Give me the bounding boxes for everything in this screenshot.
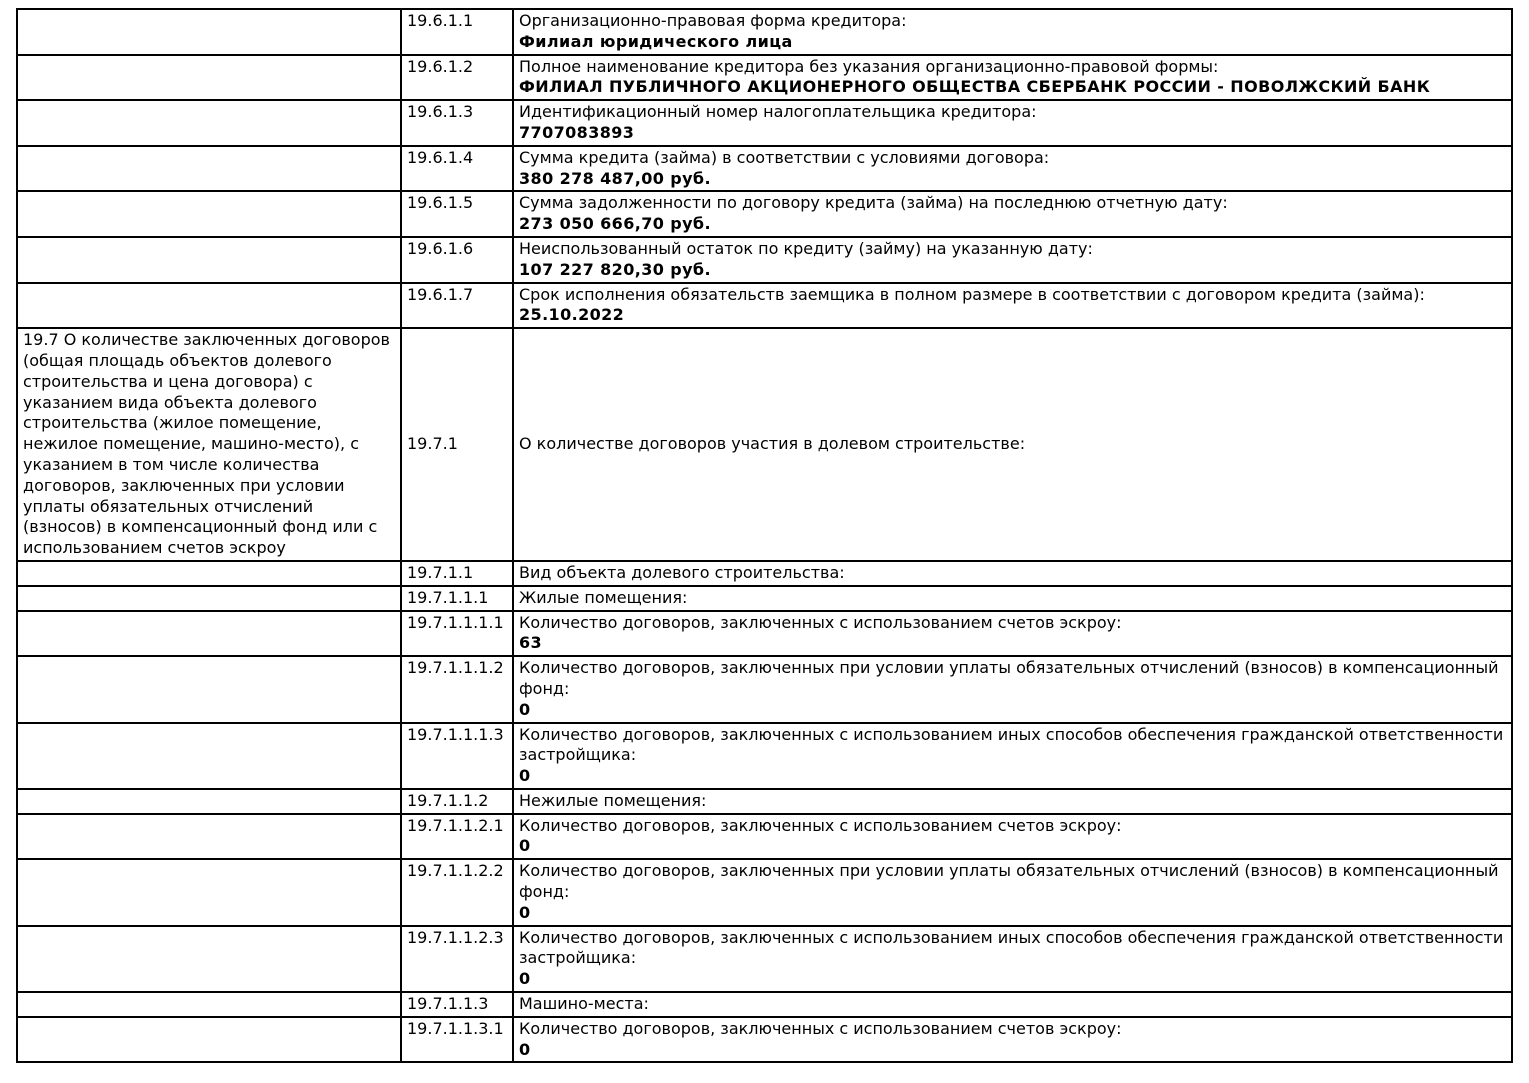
section-description-cell xyxy=(17,1017,401,1063)
row-code: 19.6.1.2 xyxy=(401,55,513,101)
row-code: 19.7.1.1.2 xyxy=(401,789,513,814)
row-code: 19.6.1.6 xyxy=(401,237,513,283)
row-code: 19.7.1.1.2.1 xyxy=(401,814,513,860)
field-value: 0 xyxy=(519,902,531,922)
row-code: 19.7.1.1.1.2 xyxy=(401,656,513,722)
field-label: Нежилые помещения: xyxy=(519,790,707,810)
table-row xyxy=(17,859,1512,925)
field-cell xyxy=(513,926,1512,992)
field-cell xyxy=(513,237,1512,283)
field-label: Вид объекта долевого строительства: xyxy=(519,562,845,582)
table-row xyxy=(17,9,1512,55)
row-code: 19.6.1.4 xyxy=(401,146,513,192)
field-value: 7707083893 xyxy=(519,122,635,142)
table-row xyxy=(17,283,1512,329)
section-description-cell: 19.7 О количестве заключенных договоров (общая площадь объектов долевого строительства и цена договора) с указанием вида объекта долевого строительства (жилое помещение, нежилое помещение, машино-место), с указанием в том числе количества договоров, заключенных при условии уплаты обязательных отчислений (взносов) в компенсационный фонд или с использованием счетов эскроу xyxy=(17,328,401,561)
field-label: Полное наименование кредитора без указания организационно-правовой формы: xyxy=(519,56,1219,76)
row-code: 19.6.1.3 xyxy=(401,100,513,146)
field-label: Количество договоров, заключенных при условии уплаты обязательных отчислений (взносов) в компенсационный фонд: xyxy=(519,861,1499,902)
field-cell xyxy=(513,992,1512,1017)
table-row xyxy=(17,789,1512,814)
field-value: 0 xyxy=(519,836,531,856)
field-value: 0 xyxy=(519,766,531,786)
field-label: Количество договоров, заключенных с использованием счетов эскроу: xyxy=(519,815,1122,835)
field-cell xyxy=(513,328,1512,561)
table-row xyxy=(17,1017,1512,1063)
row-code: 19.7.1.1.3.1 xyxy=(401,1017,513,1063)
field-label: Количество договоров, заключенных с использованием иных способов обеспечения гражданской ответственности застройщика: xyxy=(519,724,1504,765)
section-description-cell xyxy=(17,859,401,925)
field-label: Срок исполнения обязательств заемщика в полном размере в соответствии с договором кредита (займа): xyxy=(519,284,1425,304)
field-label: Количество договоров, заключенных с использованием счетов эскроу: xyxy=(519,612,1122,632)
field-label: Машино-места: xyxy=(519,994,649,1014)
field-cell xyxy=(513,1017,1512,1063)
field-value: 63 xyxy=(519,633,543,653)
field-label: Количество договоров, заключенных с использованием счетов эскроу: xyxy=(519,1018,1122,1038)
table-row xyxy=(17,55,1512,101)
field-cell xyxy=(513,859,1512,925)
section-description-cell xyxy=(17,191,401,237)
section-description-cell xyxy=(17,586,401,611)
field-value: 107 227 820,30 руб. xyxy=(519,259,711,279)
table-row xyxy=(17,611,1512,657)
table-row xyxy=(17,814,1512,860)
section-description-cell xyxy=(17,55,401,101)
field-label: Неиспользованный остаток по кредиту (займу) на указанную дату: xyxy=(519,238,1093,258)
section-description-cell xyxy=(17,789,401,814)
disclosure-table xyxy=(16,8,1513,1063)
field-cell xyxy=(513,789,1512,814)
field-cell xyxy=(513,9,1512,55)
field-label: Сумма задолженности по договору кредита (займа) на последнюю отчетную дату: xyxy=(519,193,1228,213)
field-value: Филиал юридического лица xyxy=(519,31,793,51)
field-cell xyxy=(513,586,1512,611)
field-label: Жилые помещения: xyxy=(519,587,688,607)
field-value: 0 xyxy=(519,1039,531,1059)
table-row xyxy=(17,992,1512,1017)
table-row xyxy=(17,191,1512,237)
table-row xyxy=(17,146,1512,192)
section-description-cell xyxy=(17,146,401,192)
section-description-cell xyxy=(17,561,401,586)
field-label: Количество договоров, заключенных с использованием иных способов обеспечения гражданской ответственности застройщика: xyxy=(519,927,1504,968)
field-cell xyxy=(513,191,1512,237)
field-value: 0 xyxy=(519,969,531,989)
field-cell xyxy=(513,723,1512,789)
field-label: Организационно-правовая форма кредитора: xyxy=(519,11,907,30)
section-description-cell xyxy=(17,237,401,283)
row-code: 19.7.1.1.2.2 xyxy=(401,859,513,925)
field-label: О количестве договоров участия в долевом строительстве: xyxy=(519,434,1026,454)
field-cell xyxy=(513,611,1512,657)
field-label: Сумма кредита (займа) в соответствии с условиями договора: xyxy=(519,147,1050,167)
field-value: 273 050 666,70 руб. xyxy=(519,214,711,234)
field-value: 0 xyxy=(519,699,531,719)
field-cell xyxy=(513,814,1512,860)
field-cell xyxy=(513,146,1512,192)
section-description-cell xyxy=(17,992,401,1017)
section-description-cell xyxy=(17,926,401,992)
row-code: 19.7.1.1.3 xyxy=(401,992,513,1017)
row-code: 19.7.1.1 xyxy=(401,561,513,586)
table-row xyxy=(17,926,1512,992)
section-description-cell xyxy=(17,611,401,657)
disclosure-table-body xyxy=(17,9,1512,1062)
table-row xyxy=(17,586,1512,611)
section-description-cell xyxy=(17,814,401,860)
table-row xyxy=(17,561,1512,586)
row-code: 19.7.1.1.1.1 xyxy=(401,611,513,657)
field-value: 380 278 487,00 руб. xyxy=(519,168,711,188)
table-row xyxy=(17,656,1512,722)
field-label: Количество договоров, заключенных при условии уплаты обязательных отчислений (взносов) в компенсационный фонд: xyxy=(519,658,1499,698)
table-row xyxy=(17,328,1512,561)
row-code: 19.7.1.1.1 xyxy=(401,586,513,611)
section-description-cell xyxy=(17,656,401,722)
table-row xyxy=(17,237,1512,283)
field-cell xyxy=(513,100,1512,146)
table-row xyxy=(17,100,1512,146)
field-value: ФИЛИАЛ ПУБЛИЧНОГО АКЦИОНЕРНОГО ОБЩЕСТВА СБЕРБАНК РОССИИ - ПОВОЛЖСКИЙ БАНК xyxy=(519,77,1431,97)
row-code: 19.7.1.1.1.3 xyxy=(401,723,513,789)
section-description-cell xyxy=(17,9,401,55)
row-code: 19.6.1.5 xyxy=(401,191,513,237)
row-code: 19.7.1.1.2.3 xyxy=(401,926,513,992)
field-label: Идентификационный номер налогоплательщика кредитора: xyxy=(519,102,1037,122)
row-code: 19.7.1 xyxy=(401,328,513,561)
section-description-cell xyxy=(17,100,401,146)
table-row xyxy=(17,723,1512,789)
field-cell xyxy=(513,656,1512,722)
row-code: 19.6.1.1 xyxy=(401,9,513,55)
field-cell xyxy=(513,561,1512,586)
section-description-cell xyxy=(17,723,401,789)
row-code: 19.6.1.7 xyxy=(401,283,513,329)
field-cell xyxy=(513,283,1512,329)
section-description-cell xyxy=(17,283,401,329)
field-value: 25.10.2022 xyxy=(519,305,625,325)
field-cell xyxy=(513,55,1512,101)
